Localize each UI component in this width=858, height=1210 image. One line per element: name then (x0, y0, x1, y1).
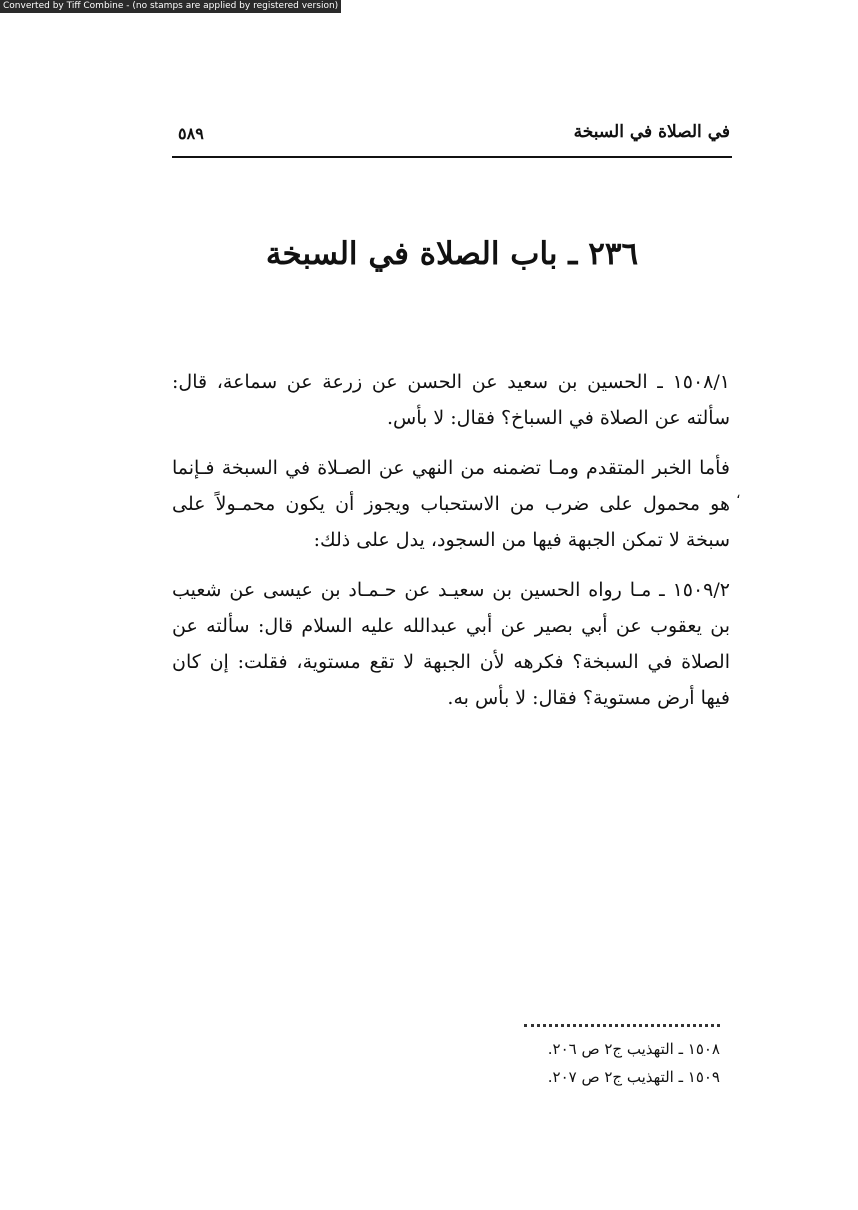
running-header (172, 116, 732, 158)
footnote-separator (524, 1024, 720, 1027)
margin-mark: ، (736, 486, 741, 502)
footnote-1509: ١٥٠٩ ـ التهذيب ج٢ ص ٢٠٧. (547, 1068, 720, 1086)
footnotes (500, 1024, 720, 1091)
converter-watermark: Converted by Tiff Combine - (no stamps are applied by registered version) (0, 0, 341, 13)
hadith-1508: ١٥٠٨/١ ـ الحسين بن سعيد عن الحسن عن زرعة عن سماعة، قال: سألته عن الصلاة في السباخ؟ فقال: لا بأس. (172, 371, 730, 429)
footnote-1508: ١٥٠٨ ـ التهذيب ج٢ ص ٢٠٦. (547, 1040, 720, 1058)
chapter-title: ٢٣٦ ـ باب الصلاة في السبخة (265, 236, 639, 272)
body-text (172, 364, 730, 730)
page-number: ٥٨٩ (178, 124, 204, 143)
hadith-1509: ١٥٠٩/٢ ـ مـا رواه الحسين بن سعيـد عن حـمـاد بن عيسى عن شعيب بن يعقوب عن أبي بصير عن أبي عبدالله عليه السلام قال: سألته عن الصلاة في السبخة؟ فكرهه لأن الجبهة لا تقع مستوية، فقلت: إن كان فيها أرض مستوية؟ فقال: لا بأس به. (172, 579, 730, 709)
running-title: في الصلاة في السبخة (573, 122, 730, 142)
commentary-paragraph: فأما الخبر المتقدم ومـا تضمنه من النهي عن الصـلاة في السبخة فـإنما هو محمول على ضرب من الاستحباب ويجوز أن يكون محمـولاً على سبخة لا تمكن الجبهة فيها من السجود، يدل على ذلك: (172, 457, 730, 551)
